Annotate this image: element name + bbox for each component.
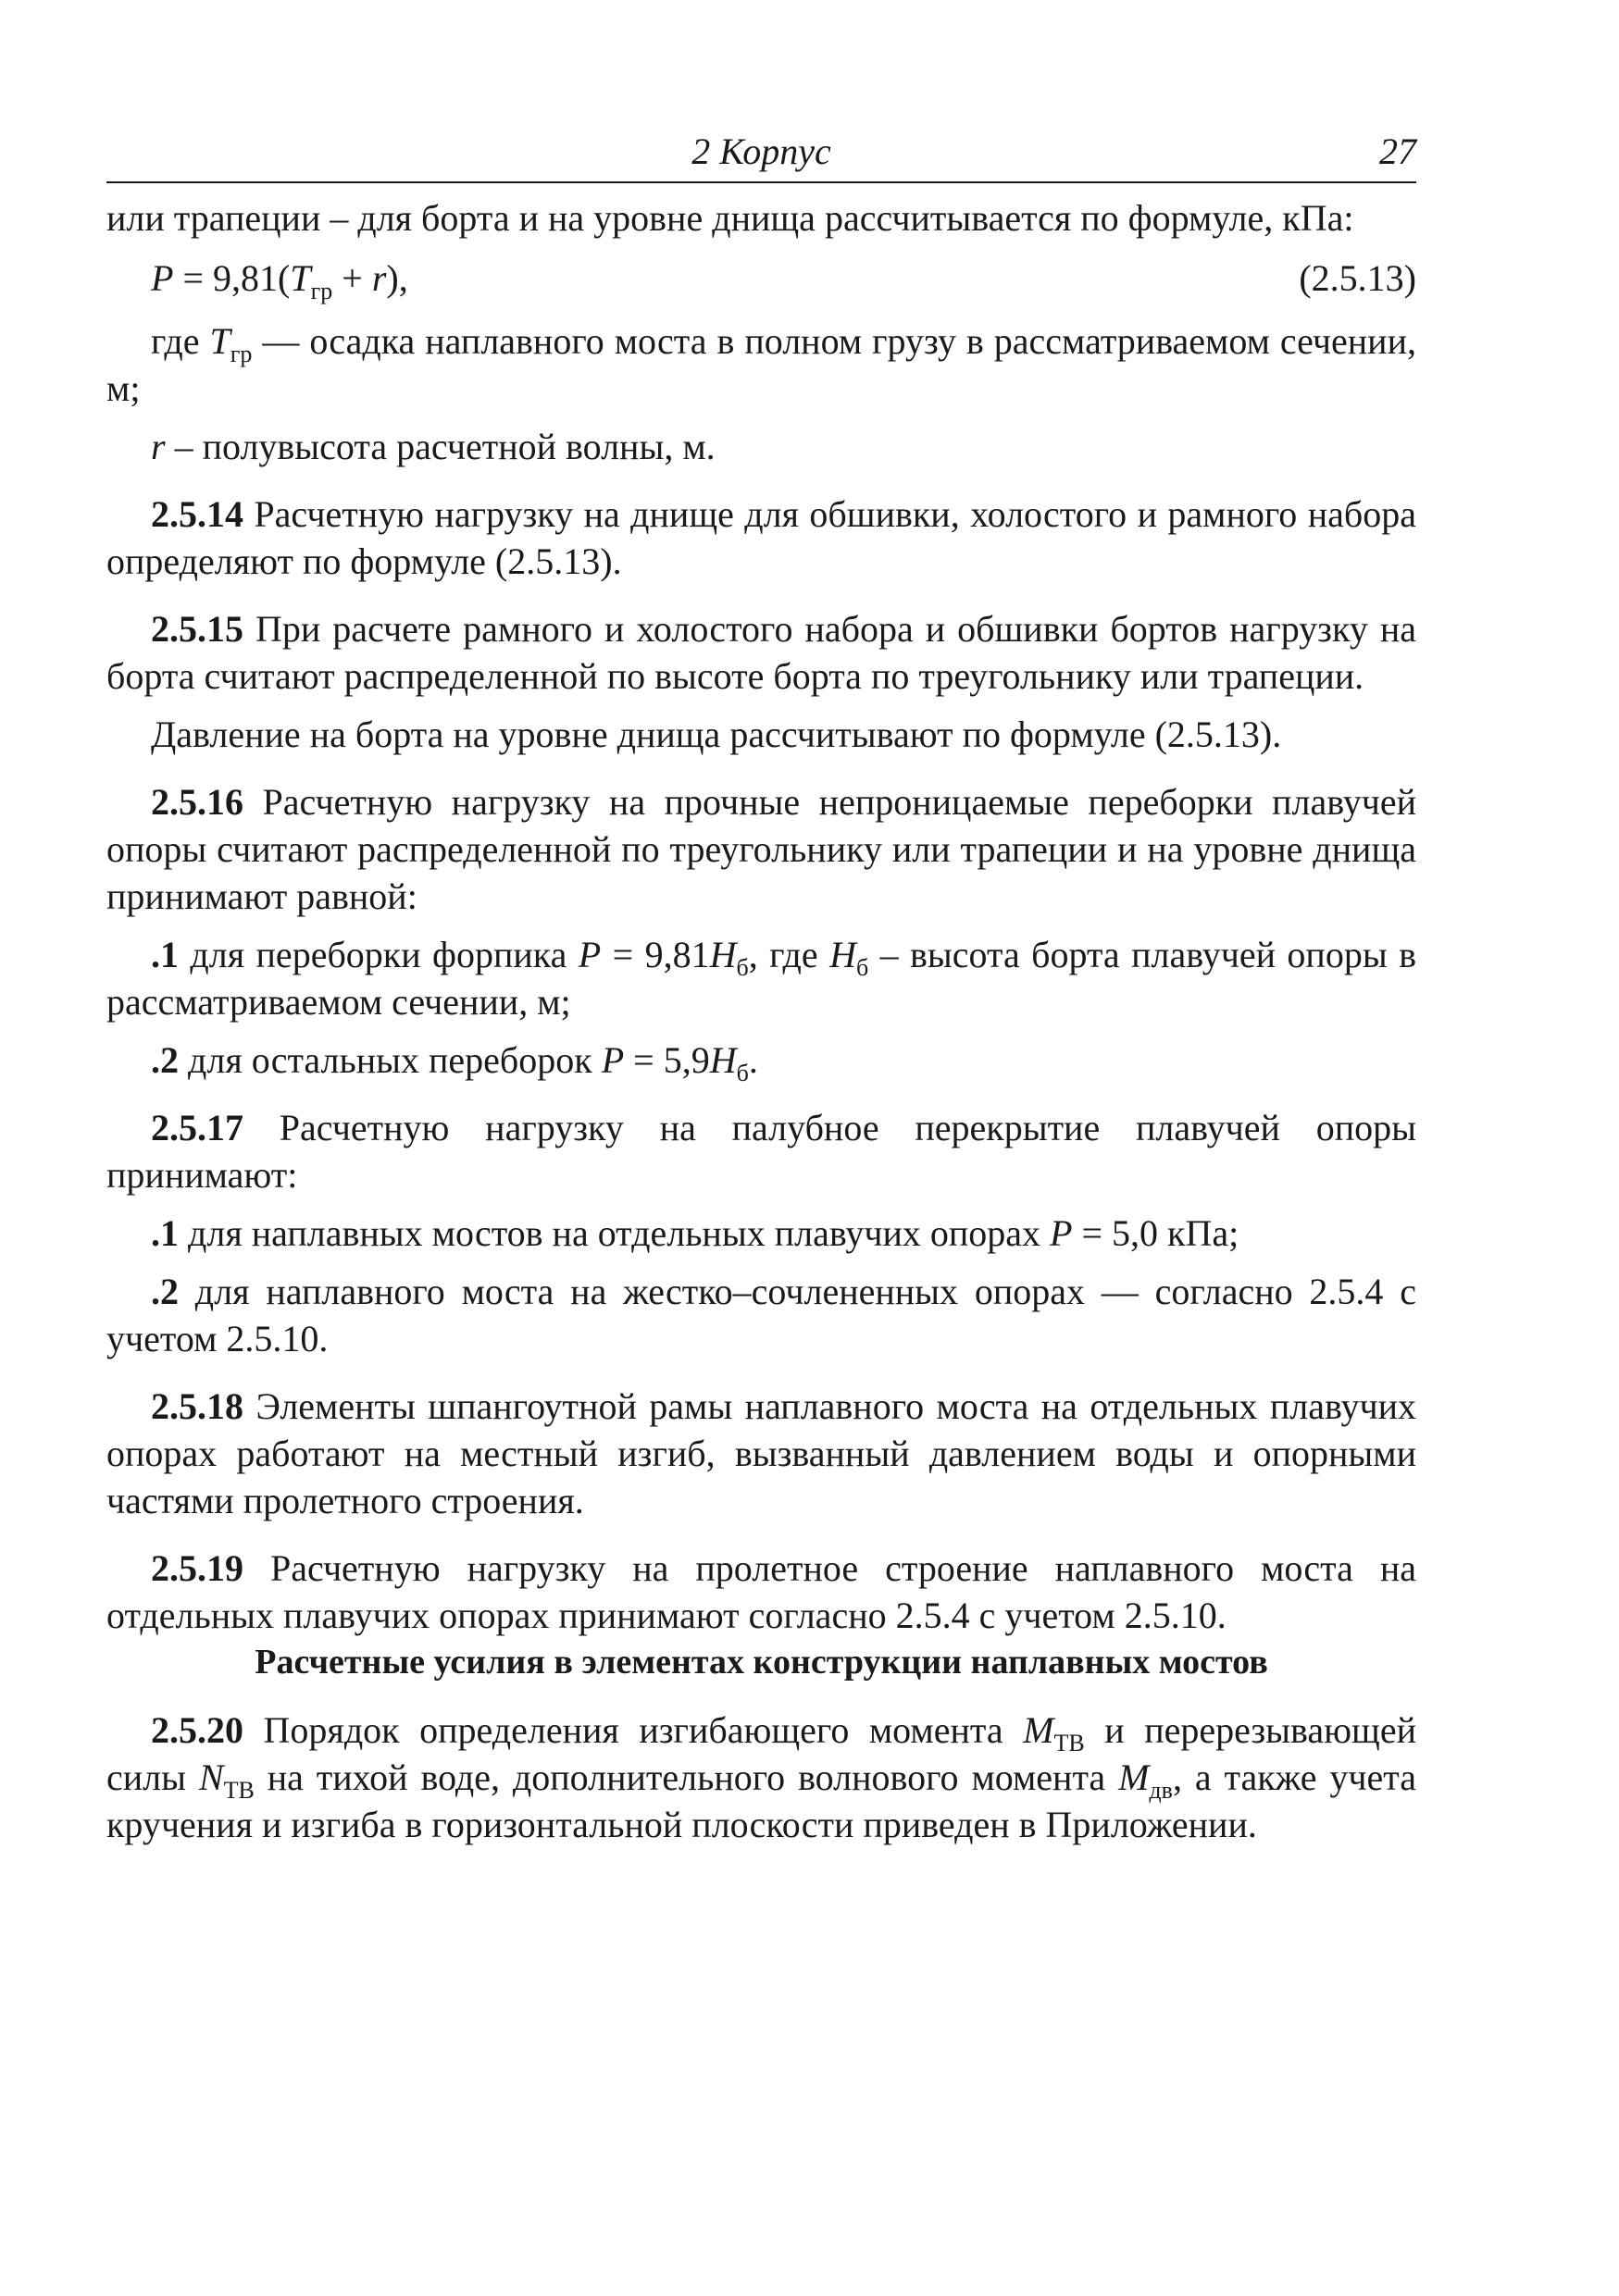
clause-number: 2.5.20 xyxy=(151,1709,243,1751)
formula-number: (2.5.13) xyxy=(1299,257,1416,299)
where-definition-t: где $T_{гр}$ — осадка наплавного моста в полном грузу в рассматриваемом сечении, м; xyxy=(106,320,1416,409)
running-header xyxy=(106,130,1416,183)
clause-number: 2.5.16 xyxy=(151,781,243,823)
paragraph-2-5-14: 2.5.14 Расчетную нагрузку на днище для обшивки, холостого и рамного набора определяют по формуле (2.5.13). xyxy=(106,493,1416,582)
intro-paragraph: или трапеции – для борта и на уровне днища рассчитывается по формуле, кПа: xyxy=(106,197,1354,239)
paragraph-2-5-16: 2.5.16 Расчетную нагрузку на прочные непроницаемые переборки плавучей опоры считают распределенной по треугольнику или трапеции и на уровне днища принимают равной: xyxy=(106,781,1416,917)
list-item-17-1: .1 для наплавных мостов на отдельных плавучих опорах P = 5,0 кПа; xyxy=(151,1212,1239,1254)
clause-number: 2.5.15 xyxy=(151,608,243,650)
clause-number: 2.5.14 xyxy=(151,493,243,535)
paragraph-2-5-15: 2.5.15 При расчете рамного и холостого набора и обшивки бортов нагрузку на борта считают распределенной по высоте борта по треугольнику или трапеции. xyxy=(106,608,1416,697)
section-title: 2 Корпус xyxy=(691,130,831,172)
paragraph-2-5-17: 2.5.17 Расчетную нагрузку на палубное перекрытие плавучей опоры принимают: xyxy=(106,1107,1416,1196)
clause-number: 2.5.17 xyxy=(151,1107,243,1148)
list-item-17-2: .2 для наплавного моста на жестко–сочлененных опорах — согласно 2.5.4 с учетом 2.5.10. xyxy=(106,1271,1416,1359)
clause-number: 2.5.19 xyxy=(151,1547,243,1589)
page-number: 27 xyxy=(1379,130,1416,172)
section-subheading: Расчетные усилия в элементах конструкции наплавных мостов xyxy=(255,1643,1268,1682)
paragraph-2-5-18: 2.5.18 Элементы шпангоутной рамы наплавного моста на отдельных плавучих опорах работают на местный изгиб, вызванный давлением воды и опорными частями пролетного строения. xyxy=(106,1385,1416,1521)
formula-2-5-13 xyxy=(106,251,1416,306)
formula-expression: $P = 9,81(T_{гр} + r)$, xyxy=(151,257,408,304)
paragraph-pressure: Давление на борта на уровне днища рассчитывают по формуле (2.5.13). xyxy=(151,714,1282,755)
list-item-16-1: .1 для переборки форпика $P = 9,81H_б$, где $H_б$ – высота борта плавучей опоры в рассматриваемом сечении, м; xyxy=(106,934,1417,1023)
clause-number: 2.5.18 xyxy=(151,1385,243,1427)
paragraph-2-5-20: 2.5.20 Порядок определения изгибающего момента $M_{ТВ}$ и перерезывающей силы $N_{ТВ}$ на тихой воде, дополнительного волнового момента $M_{дв}$, а также учета кручения и изгиба в горизонтальной плоскости приведен в Приложении. xyxy=(106,1709,1416,1845)
where-definition-r: r – полувысота расчетной волны, м. xyxy=(151,426,716,467)
body-text xyxy=(106,194,1416,1848)
paragraph-2-5-19: 2.5.19 Расчетную нагрузку на пролетное строение наплавного моста на отдельных плавучих опорах принимают согласно 2.5.4 с учетом 2.5.10. xyxy=(106,1547,1416,1636)
list-item-16-2: .2 для остальных переборок $P = 5,9H_б$. xyxy=(151,1039,758,1086)
document-page xyxy=(106,130,1416,1848)
